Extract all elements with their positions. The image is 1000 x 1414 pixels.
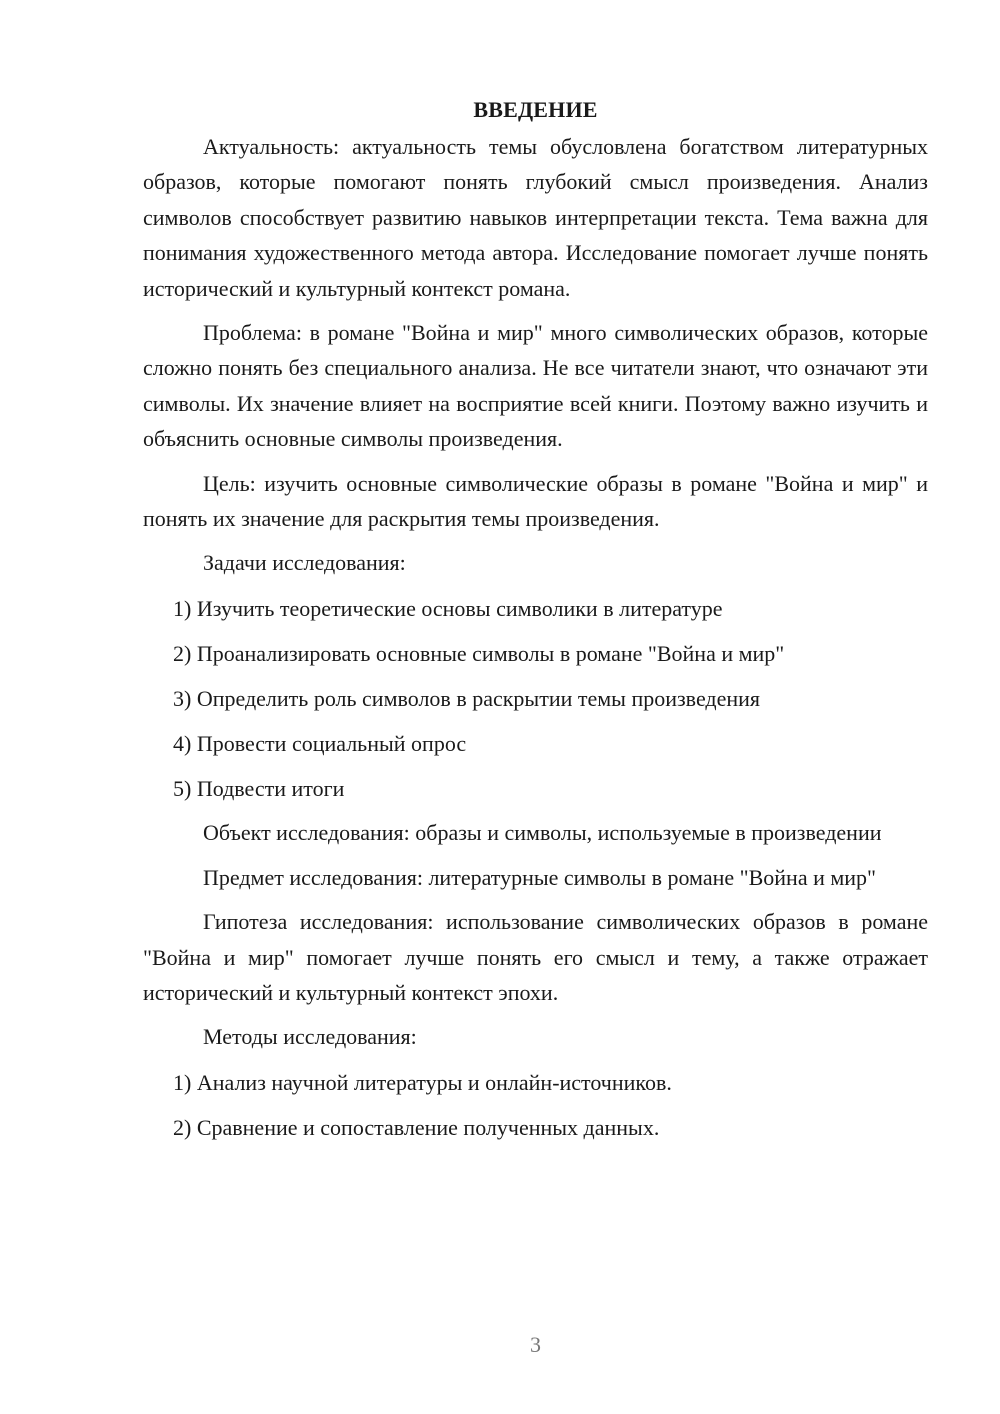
object-paragraph: Объект исследования: образы и символы, используемые в произведении — [203, 820, 882, 846]
methods-label: Методы исследования: — [203, 1024, 417, 1050]
task-item: 2) Проанализировать основные символы в романе "Война и мир" — [173, 640, 785, 666]
task-item: 3) Определить роль символов в раскрытии темы произведения — [173, 685, 761, 711]
relevance-paragraph: Актуальность: актуальность темы обусловлена богатством литературных образов, которые помогают понять глубокий смысл произведения. Анализ символов способствует развитию навыков интерпретации текста. Тема важна для понимания художественного метода автора. Исследование помогает лучше понять исторический и культурный контекст романа. — [143, 134, 928, 301]
section-title: ВВЕДЕНИЕ — [473, 97, 598, 122]
subject-paragraph: Предмет исследования: литературные символы в романе "Война и мир" — [203, 864, 877, 890]
task-item: 1) Изучить теоретические основы символики в литературе — [173, 595, 723, 621]
method-item: 1) Анализ научной литературы и онлайн-источников. — [173, 1069, 672, 1095]
document-page — [143, 95, 928, 1155]
hypothesis-paragraph: Гипотеза исследования: использование символических образов в романе "Война и мир" помогает лучше понять его смысл и тему, а также отражает исторический и культурный контекст эпохи. — [143, 909, 928, 1006]
task-item: 5) Подвести итоги — [173, 775, 345, 801]
problem-paragraph: Проблема: в романе "Война и мир" много символических образов, которые сложно понять без специального анализа. Не все читатели знают, что означают эти символы. Их значение влияет на восприятие всей книги. Поэтому важно изучить и объяснить основные символы произведения. — [143, 320, 928, 452]
task-item: 4) Провести социальный опрос — [173, 730, 467, 756]
page-number: 3 — [530, 1332, 541, 1357]
tasks-label: Задачи исследования: — [203, 550, 406, 576]
goal-paragraph: Цель: изучить основные символические образы в романе "Война и мир" и понять их значение для раскрытия темы произведения. — [143, 470, 928, 532]
method-item: 2) Сравнение и сопоставление полученных данных. — [173, 1114, 660, 1140]
